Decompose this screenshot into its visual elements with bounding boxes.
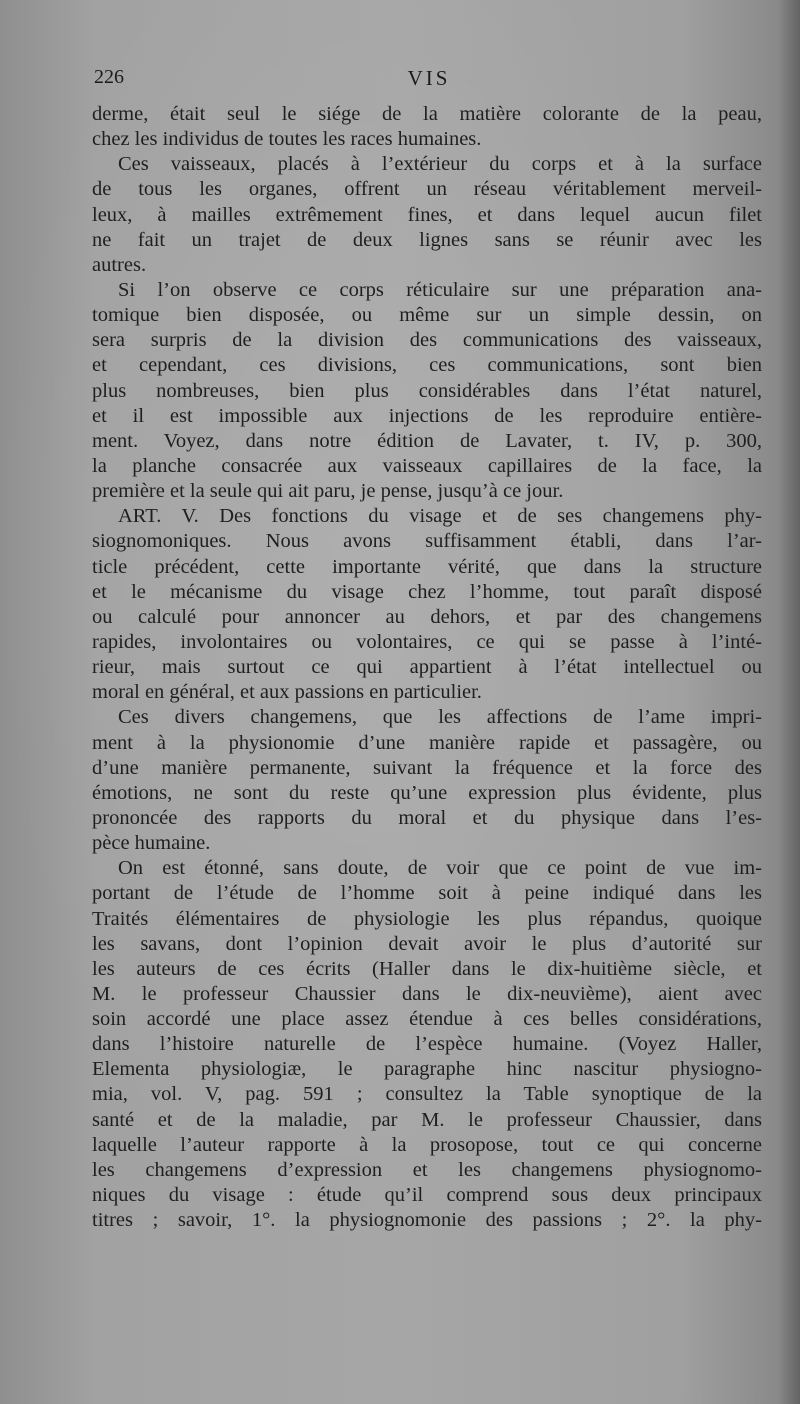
text-line: rapides, involontaires ou volontaires, ce qui se passe à l’inté- bbox=[92, 630, 762, 653]
page-number: 226 bbox=[94, 66, 124, 88]
page-edge-shadow bbox=[778, 0, 800, 1404]
text-line: Ces vaisseaux, placés à l’extérieur du corps et à la surface bbox=[118, 153, 762, 176]
text-line: de tous les organes, offrent un réseau véritablement merveil- bbox=[92, 178, 762, 201]
text-line: titres ; savoir, 1°. la physiognomonie des passions ; 2°. la phy- bbox=[92, 1209, 762, 1232]
text-line: la planche consacrée aux vaisseaux capillaires de la face, la bbox=[92, 454, 762, 477]
text-line: moral en général, et aux passions en particulier. bbox=[92, 681, 482, 704]
text-line: M. le professeur Chaussier dans le dix-neuvième), aient avec bbox=[92, 982, 762, 1005]
text-line: sera surpris de la division des communications des vaisseaux, bbox=[92, 329, 762, 352]
text-line: et il est impossible aux injections de les reproduire entière- bbox=[92, 404, 762, 427]
text-line: leux, à mailles extrêmement fines, et dans lequel aucun filet bbox=[92, 203, 762, 226]
text-line: ou calculé pour annoncer au dehors, et par des changemens bbox=[92, 605, 762, 628]
text-line: On est étonné, sans doute, de voir que ce point de vue im- bbox=[118, 857, 762, 880]
text-line: soin accordé une place assez étendue à ces belles considérations, bbox=[92, 1008, 762, 1031]
text-line: dans l’histoire naturelle de l’espèce humaine. (Voyez Haller, bbox=[92, 1033, 762, 1056]
text-line: ART. V. Des fonctions du visage et de ses changemens phy- bbox=[118, 505, 762, 528]
text-line: autres. bbox=[92, 253, 147, 276]
text-line: ne fait un trajet de deux lignes sans se réunir avec les bbox=[92, 228, 762, 251]
text-line: Elementa physiologiæ, le paragraphe hinc nascitur physiogno- bbox=[92, 1058, 762, 1081]
text-line: émotions, ne sont du reste qu’une expression plus évidente, plus bbox=[92, 781, 762, 804]
text-line: Ces divers changemens, que les affections de l’ame impri- bbox=[118, 706, 762, 729]
text-line: première et la seule qui ait paru, je pense, jusqu’à ce jour. bbox=[92, 480, 564, 503]
running-head: VIS bbox=[407, 66, 451, 90]
text-line: prononcée des rapports du moral et du physique dans l’es- bbox=[92, 806, 762, 829]
text-line: et le mécanisme du visage chez l’homme, tout paraît disposé bbox=[92, 580, 762, 603]
text-line: derme, était seul le siége de la matière colorante de la peau, bbox=[92, 103, 762, 125]
text-line: rieur, mais surtout ce qui appartient à l’état intellectuel ou bbox=[92, 656, 762, 679]
text-line: Si l’on observe ce corps réticulaire sur une préparation ana- bbox=[118, 278, 762, 301]
text-line: ticle précédent, cette importante vérité, que dans la structure bbox=[92, 555, 762, 578]
page-header bbox=[94, 66, 764, 96]
text-line: et cependant, ces divisions, ces communications, sont bien bbox=[92, 354, 762, 377]
text-line: plus nombreuses, bien plus considérables dans l’état naturel, bbox=[92, 379, 762, 402]
text-line: santé et de la maladie, par M. le professeur Chaussier, dans bbox=[92, 1108, 762, 1131]
text-line: niques du visage : étude qu’il comprend sous deux principaux bbox=[92, 1184, 762, 1207]
text-line: pèce humaine. bbox=[92, 832, 211, 855]
text-line: les savans, dont l’opinion devait avoir le plus d’autorité sur bbox=[92, 932, 762, 955]
text-line: chez les individus de toutes les races humaines. bbox=[92, 128, 482, 151]
text-line: portant de l’étude de l’homme soit à peine indiqué dans les bbox=[92, 882, 762, 905]
text-line: ment. Voyez, dans notre édition de Lavater, t. IV, p. 300, bbox=[92, 429, 762, 452]
text-line: les changemens d’expression et les changemens physiognomo- bbox=[92, 1158, 762, 1181]
text-line: tomique bien disposée, ou même sur un simple dessin, on bbox=[92, 304, 762, 327]
text-line: les auteurs de ces écrits (Haller dans le dix-huitième siècle, et bbox=[92, 957, 762, 980]
text-line: d’une manière permanente, suivant la fréquence et la force des bbox=[92, 756, 762, 779]
text-line: ment à la physionomie d’une manière rapide et passagère, ou bbox=[92, 731, 762, 754]
text-line: laquelle l’auteur rapporte à la prosopose, tout ce qui concerne bbox=[92, 1133, 762, 1156]
text-line: siognomoniques. Nous avons suffisamment établi, dans l’ar- bbox=[92, 530, 762, 553]
text-line: Traités élémentaires de physiologie les plus répandus, quoique bbox=[92, 907, 762, 930]
text-line: mia, vol. V, pag. 591 ; consultez la Table synoptique de la bbox=[92, 1083, 762, 1106]
body-text bbox=[92, 102, 762, 1233]
